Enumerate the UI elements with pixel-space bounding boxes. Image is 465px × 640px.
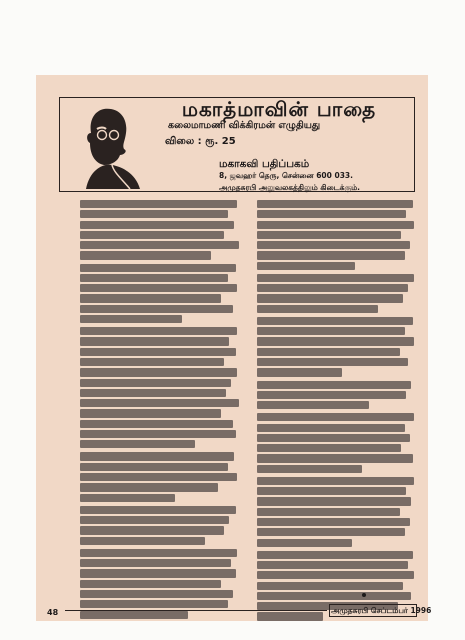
page-number: 48: [47, 608, 59, 617]
issue-label: அமுதசுரபி செப்டம்பர் 1996: [331, 606, 432, 615]
gandhi-portrait-icon: [64, 103, 152, 189]
author-line: கலைமாமணி விக்கிரமன் எழுதியது: [168, 120, 321, 131]
book-price: விலை : ரூ. 25: [165, 136, 236, 147]
book-title: மகாத்மாவின் பாதை: [181, 97, 377, 121]
availability-note: அமுதசுரபி அலுவலகத்திலும் கிடைக்கும்.: [219, 183, 360, 192]
article-column-right: [257, 200, 421, 623]
publisher-address: 8, ஜவஹர் தெரு, சென்னை 600 033.: [219, 171, 353, 180]
article-column-left: [80, 200, 244, 621]
footer-rule: [65, 610, 327, 611]
end-mark: [362, 593, 366, 597]
publisher-name: மகாகவி பதிப்பகம்: [219, 158, 310, 170]
